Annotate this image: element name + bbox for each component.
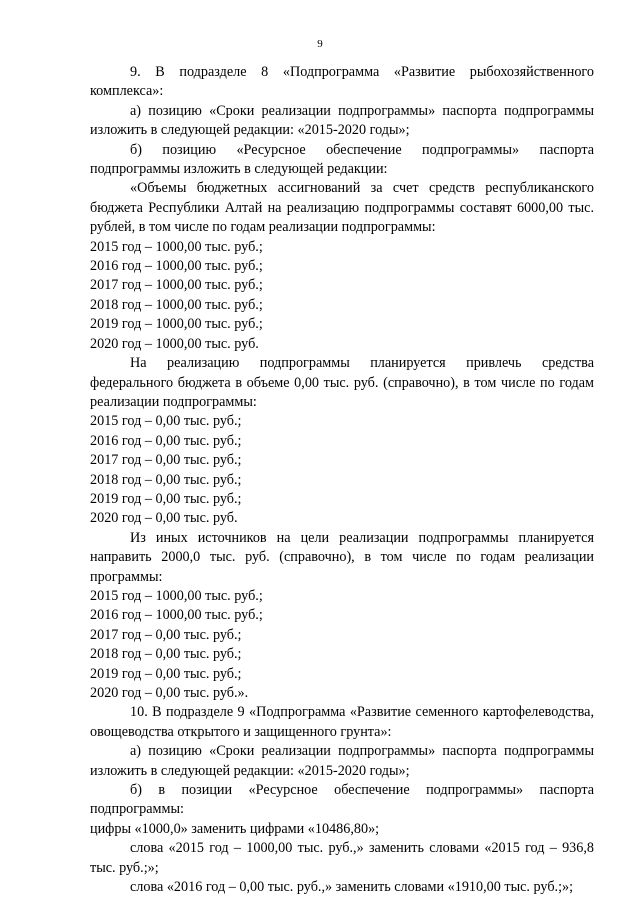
list-item: 2018 год – 1000,00 тыс. руб.;	[90, 296, 263, 313]
list-item: 2018 год – 0,00 тыс. руб.;	[90, 471, 242, 488]
paragraph: «Объемы бюджетных ассигнований за счет средств республиканского бюджета Республики Алтай на реализацию подпрограммы составят 6000,00 тыс. рублей, в том числе по годам реализации подпрограммы:	[90, 180, 594, 236]
list-item: 2016 год – 0,00 тыс. руб.;	[90, 432, 242, 449]
list-item: 2020 год – 0,00 тыс. руб.».	[90, 685, 249, 701]
list-item: 2019 год – 0,00 тыс. руб.;	[90, 665, 242, 682]
paragraph: слова «2015 год – 1000,00 тыс. руб.,» заменить словами «2015 год – 936,8 тыс. руб.;»;	[90, 840, 594, 876]
list-item: 2016 год – 1000,00 тыс. руб.;	[90, 258, 263, 275]
paragraph: Из иных источников на цели реализации подпрограммы планируется направить 2000,0 тыс. руб. (справочно), в том числе по годам реализации программы:	[90, 529, 594, 585]
page-number: 9	[317, 38, 323, 50]
list-item: 2019 год – 1000,00 тыс. руб.;	[90, 316, 263, 333]
list-item: 2017 год – 1000,00 тыс. руб.;	[90, 277, 263, 294]
list-item: 2020 год – 1000,00 тыс. руб.	[90, 335, 259, 352]
document-body	[90, 63, 594, 897]
paragraph: 10. В подразделе 9 «Подпрограмма «Развитие семенного картофелеводства, овощеводства открытого и защищенного грунта»:	[90, 704, 594, 740]
list-item: 2018 год – 0,00 тыс. руб.;	[90, 646, 242, 663]
paragraph: а) позицию «Сроки реализации подпрограммы» паспорта подпрограммы изложить в следующей редакции: «2015-2020 годы»;	[90, 743, 594, 779]
list-item: 2017 год – 0,00 тыс. руб.;	[90, 452, 242, 469]
paragraph: б) в позиции «Ресурсное обеспечение подпрограммы» паспорта подпрограммы:	[90, 782, 594, 818]
list-item: 2019 год – 0,00 тыс. руб.;	[90, 490, 242, 507]
paragraph: 9. В подразделе 8 «Подпрограмма «Развитие рыбохозяйственного комплекса»:	[90, 64, 594, 100]
list-item: 2015 год – 0,00 тыс. руб.;	[90, 413, 242, 430]
list-item: цифры «1000,0» заменить цифрами «10486,80»;	[90, 820, 380, 837]
list-item: 2016 год – 1000,00 тыс. руб.;	[90, 607, 263, 624]
list-item: 2015 год – 1000,00 тыс. руб.;	[90, 238, 263, 255]
paragraph: На реализацию подпрограммы планируется привлечь средства федерального бюджета в объеме 0,00 тыс. руб. (справочно), в том числе по годам реализации подпрограммы:	[90, 355, 594, 410]
paragraph: слова «2016 год – 0,00 тыс. руб.,» заменить словами «1910,00 тыс. руб.;»;	[130, 879, 574, 896]
list-item: 2015 год – 1000,00 тыс. руб.;	[90, 587, 263, 604]
list-item: 2017 год – 0,00 тыс. руб.;	[90, 626, 242, 643]
paragraph: б) позицию «Ресурсное обеспечение подпрограммы» паспорта подпрограммы изложить в следующей редакции:	[90, 141, 594, 178]
paragraph: а) позицию «Сроки реализации подпрограммы» паспорта подпрограммы изложить в следующей редакции: «2015-2020 годы»;	[90, 102, 594, 139]
list-item: 2020 год – 0,00 тыс. руб.	[90, 510, 238, 527]
